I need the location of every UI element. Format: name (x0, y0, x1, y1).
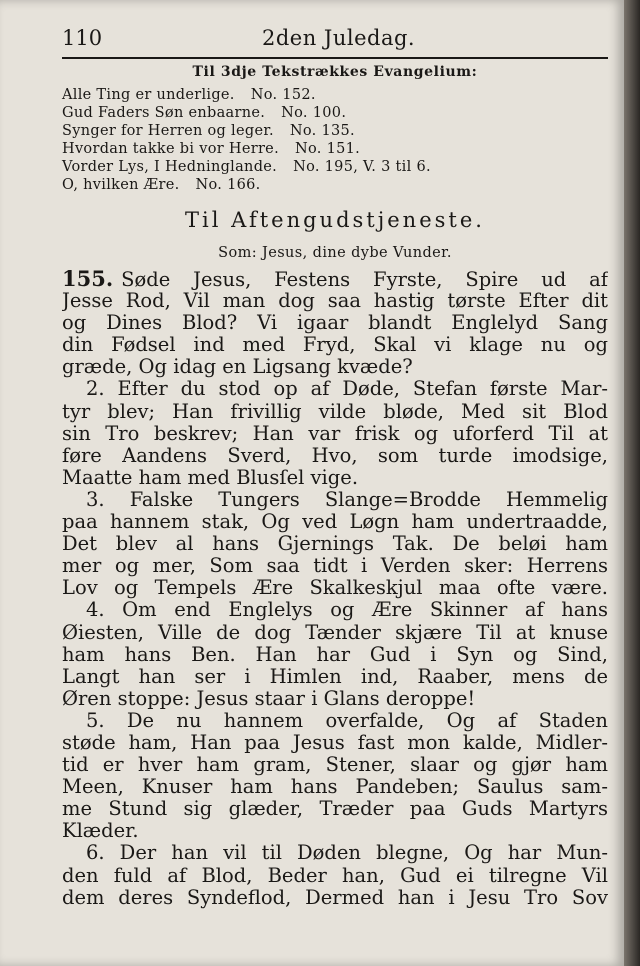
hymn-reference-list (62, 86, 608, 194)
hymn-line: 4. Om end Englelys og Ære Skinner af hans (86, 599, 608, 622)
hymn-reference (62, 122, 608, 140)
hymn-line: og Dines Blod? Vi igaar blandt Englelyd Sang (62, 312, 608, 335)
section-title: Til Aftengudstjeneste. (185, 208, 485, 232)
hymn-line: Lov og Tempels Ære Skalkeskjul maa ofte være. (62, 577, 608, 600)
hymn-reference (62, 158, 608, 176)
hymn-line: Meen, Knuser ham hans Pandeben; Saulus sam- (62, 776, 608, 799)
hymn-reference-title: Hvordan takke bi vor Herre. (62, 141, 279, 157)
hymn-line: 2. Efter du stod op af Døde, Stefan første Mar- (86, 378, 608, 401)
book-spine-edge (624, 0, 640, 966)
hymn-line: me Stund sig glæder, Træder paa Guds Martyrs (62, 798, 608, 821)
hymn-line: Jesse Rod, Vil man dog saa hastig tørste Efter dit (62, 290, 608, 313)
hymn-line: sin Tro beskrev; Han var frisk og uforferd Til at (62, 422, 608, 445)
hymn-line: paa hannem stak, Og ved Løgn ham undertraadde, (62, 511, 608, 534)
hymn-reference (62, 86, 608, 104)
page-header (62, 26, 608, 56)
hymn-line: tyr blev; Han frivillig vilde bløde, Med sit Blod (62, 400, 608, 423)
hymn-line: 155. Søde Jesus, Festens Fyrste, Spire ud af (62, 268, 608, 291)
hymn-line: støde ham, Han paa Jesus fast mon kalde, Midler- (62, 731, 608, 754)
hymn-line: tid er hver ham gram, Stener, slaar og gjør ham (62, 754, 608, 777)
hymn-line: Øren stoppe: Jesus staar i Glans deroppe! (62, 687, 476, 710)
page-number: 110 (62, 26, 103, 50)
hymn-line: Langt han ser i Himlen ind, Raaber, mens de (62, 665, 608, 688)
hymn-line: Det blev al hans Gjernings Tak. De beløi ham (62, 533, 608, 556)
hymn-reference-number: No. 166. (195, 177, 261, 193)
hymn-line: græde, Og idag en Ligsang kvæde? (62, 356, 413, 379)
hymn-line: 3. Falske Tungers Slange=Brodde Hemmelig (86, 488, 608, 511)
hymn-reference-title: Gud Faders Søn enbaarne. (62, 105, 266, 121)
hymn-reference-number: No. 195, V. 3 til 6. (293, 159, 431, 175)
hymn-reference-number: No. 152. (250, 87, 316, 103)
hymn-reference-number: No. 135. (289, 123, 355, 139)
hymn-reference-title: Alle Ting er underlige. (62, 87, 235, 103)
hymn-reference-title: Synger for Herren og leger. (62, 123, 274, 139)
hymn-line: mer og mer, Som saa tidt i Verden sker: Herrens (62, 555, 608, 578)
running-title: 2den Juledag. (262, 26, 416, 50)
hymn-line: Øiesten, Ville de dog Tænder skjære Til at knuse (62, 621, 608, 644)
gospel-heading: Til 3dje Tekstrækkes Evangelium: (192, 64, 478, 80)
hymn-reference (62, 104, 608, 122)
hymn-number: 155. (62, 268, 114, 291)
hymn-line: dem deres Syndeflod, Dermed han i Jesu Tro Sov (62, 886, 608, 909)
hymn-reference-title: Vorder Lys, I Hedninglande. (62, 159, 278, 175)
hymn-line: føre Aandens Sverd, Hvo, som turde imodsige, (62, 444, 608, 467)
hymn-line: 6. Der han vil til Døden blegne, Og har Mun- (86, 842, 608, 865)
hymn-line: din Fødsel ind med Fryd, Skal vi klage nu og (62, 334, 608, 357)
hymn-line: Klæder. (62, 820, 139, 843)
hymn-line: ham hans Ben. Han har Gud i Syn og Sind, (62, 643, 608, 666)
hymn-line: Maatte ham med Blusſel vige. (62, 466, 359, 489)
hymn-reference (62, 176, 608, 194)
header-rule (62, 57, 608, 59)
hymn-reference (62, 140, 608, 158)
hymn-reference-title: O, hvilken Ære. (62, 177, 180, 193)
hymn-text (62, 268, 608, 909)
hymn-reference-number: No. 151. (294, 141, 361, 157)
melody-line: Som: Jesus, dine dybe Vunder. (218, 245, 452, 261)
hymn-line: den fuld af Blod, Beder han, Gud ei tilregne Vil (62, 864, 608, 887)
hymn-line: 5. De nu hannem overfalde, Og af Staden (86, 709, 608, 732)
hymn-reference-number: No. 100. (281, 105, 347, 121)
